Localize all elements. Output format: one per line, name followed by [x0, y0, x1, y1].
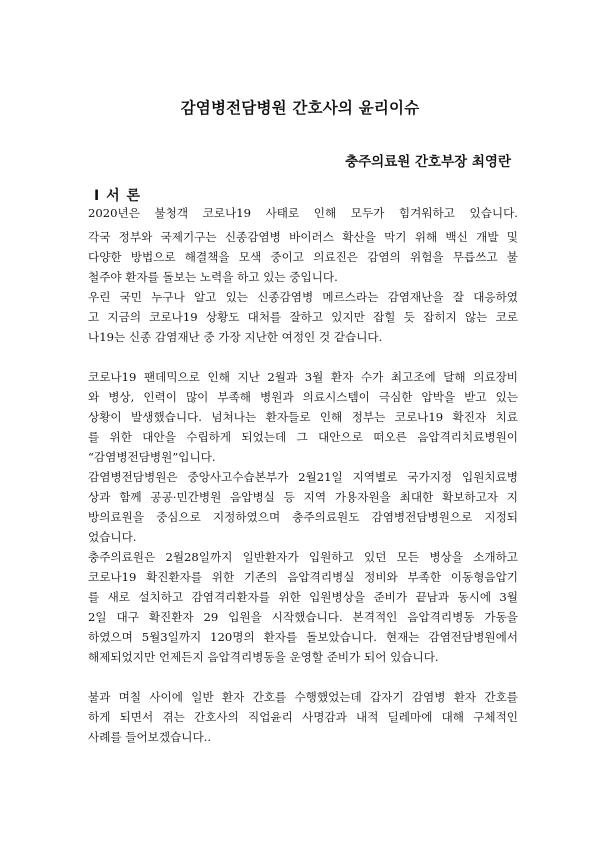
body-line: 사례를 들어보겠습니다.. — [88, 730, 212, 744]
body-line: 를 새로 설치하고 감염격리환자를 위한 입원병상을 준비가 끝남과 동시에 3월 — [88, 590, 518, 604]
body-line: 와 병상, 인력이 많이 부족해 병원과 의료시스템이 극심한 압박을 받고 있는 — [88, 390, 518, 404]
body-line: 코로나19 팬데믹으로 인해 지난 2월과 3월 환자 수가 최고조에 달해 의료장비 — [88, 370, 518, 384]
body-line: 2일 대구 확진환자 29 입원을 시작했습니다. 본격적인 음압격리병동 가동을 — [88, 610, 518, 624]
body-line: 각국 정부와 국제기구는 신종감염병 바이러스 확산을 막기 위해 백신 개발 및 — [88, 230, 518, 244]
body-line: 를 위한 대안을 수립하게 되었는데 그 대안으로 떠오른 음압격리치료병원이 — [88, 430, 518, 444]
body-line: “감염병전담병원”입니다. — [88, 450, 216, 464]
body-line: 코로나19 확진환자를 위한 기존의 음압격리병실 정비와 부족한 이동형음압기 — [88, 570, 518, 584]
body-line: 하게 되면서 겪는 간호사의 직업윤리 사명감과 내적 딜레마에 대해 구체적인 — [88, 710, 518, 724]
body-line: 철주야 환자를 돌보는 노력을 하고 있는 중입니다. — [88, 270, 338, 284]
body-line: 고 지금의 코로나19 상황도 대처를 잘하고 있지만 잡힐 듯 잡히지 않는 코로 — [88, 310, 518, 324]
body-line: 불과 며칠 사이에 일반 환자 간호를 수행했었는데 갑자기 감염병 환자 간호를 — [88, 690, 518, 704]
body-line: 방의료원을 중심으로 지정하였으며 충주의료원도 감염병전담병원으로 지정되 — [88, 510, 518, 524]
body-line: 2020년은 불청객 코로나19 사태로 인해 모두가 힘겨워하고 있습니다. — [88, 206, 518, 220]
document-title: 감염병전담병원 간호사의 윤리이슈 — [180, 99, 420, 117]
body-line: 나19는 신종 감염재난 중 가장 지난한 여정인 것 같습니다. — [88, 330, 383, 344]
author-line: 충주의료원 간호부장 최영란 — [345, 154, 511, 170]
body-line: 었습니다. — [88, 530, 137, 544]
body-line: 해제되었지만 언제든지 음압격리병동을 운영할 준비가 되어 있습니다. — [88, 650, 439, 664]
body-line: 하였으며 5월3일까지 120명의 환자를 돌보았습니다. 현재는 감염전담병원에서 — [88, 630, 518, 644]
section-heading: Ⅰ 서 론 — [94, 188, 142, 204]
body-line: 상황이 발생했습니다. 넘쳐나는 환자들로 인해 정부는 코로나19 확진자 치료 — [88, 410, 518, 424]
body-line: 상과 함께 공공·민간병원 음압병실 등 지역 가용자원을 최대한 확보하고자 지 — [88, 490, 518, 504]
body-line: 다양한 방법으로 해결책을 모색 중이고 의료진은 감염의 위험을 무릅쓰고 불 — [88, 250, 518, 264]
body-line: 충주의료원은 2월28일까지 일반환자가 입원하고 있던 모든 병상을 소개하고 — [88, 550, 518, 564]
body-line: 감염병전담병원은 중앙사고수습본부가 2월21일 지역별로 국가지정 입원치료병 — [88, 470, 518, 484]
body-line: 우린 국민 누구나 알고 있는 신종감염병 메르스라는 감염재난을 잘 대응하였 — [88, 290, 518, 304]
